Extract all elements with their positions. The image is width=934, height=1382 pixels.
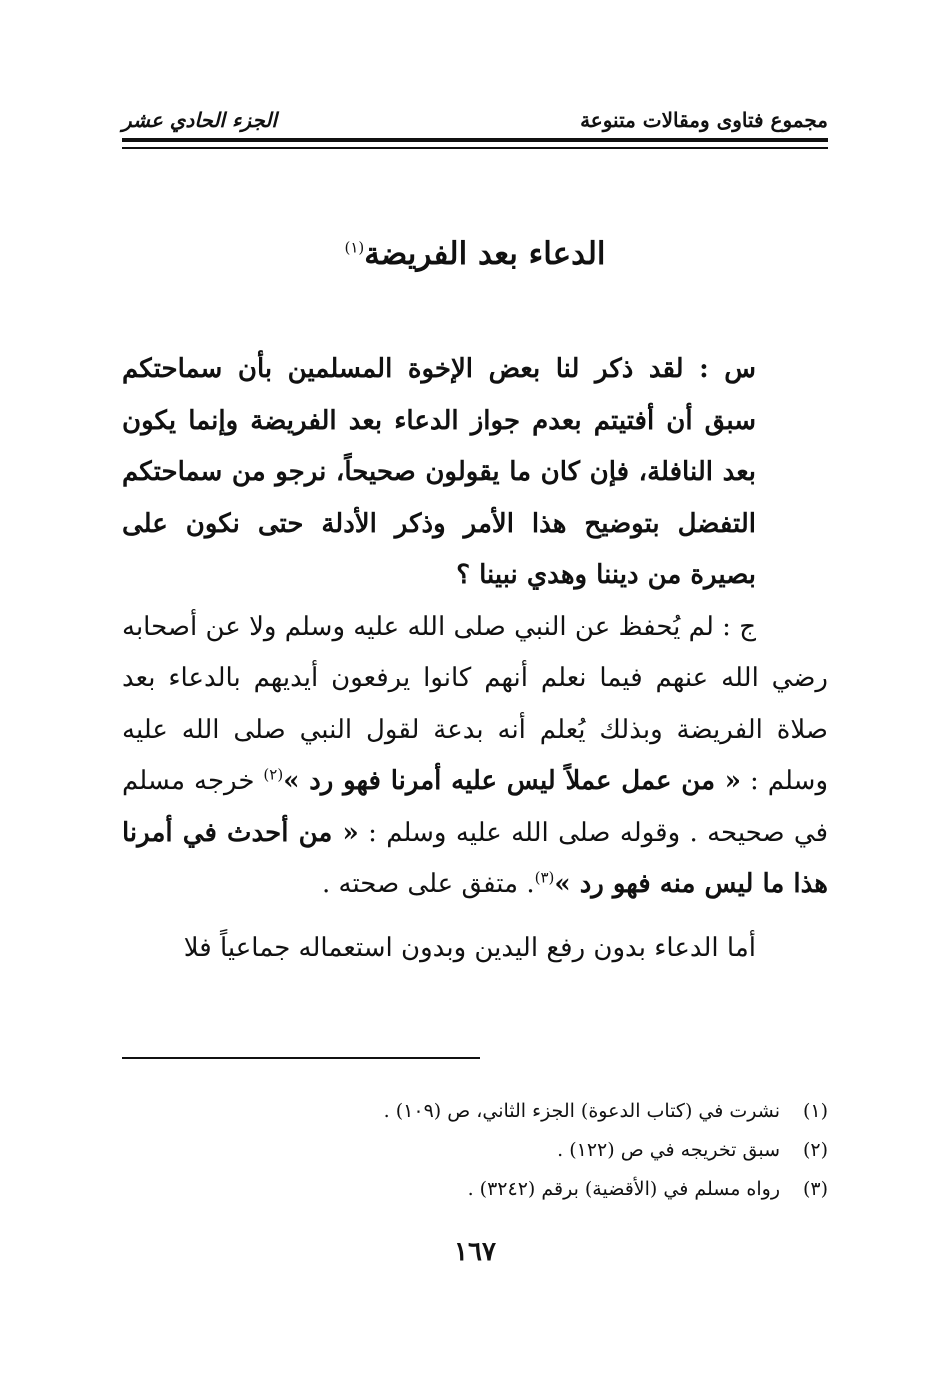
hadith-quote-2: « من أحدث في أمرنا هذا ما ليس منه فهو رد »: [122, 817, 828, 899]
footnote-number: (٢): [802, 1139, 828, 1161]
question-paragraph: س : لقد ذكر لنا بعض الإخوة المسلمين بأن سماحتكم سبق أن أفتيتم بعدم جواز الدعاء بعد الفريضة وإنما يكون بعد النافلة، فإن كان ما يقولون صحيحاً، نرجو من سماحتكم التفضل بتوضيح هذا الأمر وذكر الأدلة حتى نكون على بصيرة من ديننا وهدي نبينا ؟: [122, 354, 756, 590]
book-title: مجموع فتاوى ومقالات متنوعة: [580, 108, 828, 132]
article-body: [122, 344, 828, 974]
answer-ending: . متفق على صحته .: [321, 869, 535, 899]
answer-paragraph: [122, 602, 828, 911]
footnote-text: رواه مسلم في (الأقضية) برقم (٣٢٤٢) .: [467, 1178, 780, 1200]
running-header: [122, 98, 828, 132]
header-rule-thin: [122, 147, 828, 149]
footnote-text: نشرت في (كتاب الدعوة) الجزء الثاني، ص (١٠٩) .: [383, 1100, 780, 1122]
book-page: [122, 0, 828, 1382]
footnote-item: [122, 1131, 828, 1170]
footnote-ref-2: (٢): [263, 765, 284, 784]
continuation-paragraph: أما الدعاء بدون رفع اليدين وبدون استعماله جماعياً فلا: [183, 932, 756, 963]
footnote-separator: [122, 1057, 480, 1059]
header-rule-thick: [122, 138, 828, 142]
footnote-text: سبق تخريجه في ص (١٢٢) .: [557, 1139, 780, 1161]
answer-middle: خرجه مسلم في صحيحه . وقوله صلى الله عليه وسلم :: [122, 766, 828, 848]
answer-intro: ج : لم يُحفظ عن النبي صلى الله عليه وسلم ولا عن أصحابه رضي الله عنهم فيما نعلم أنهم كانوا يرفعون أيديهم بالدعاء بعد صلاة الفريضة وبذلك يُعلم أنه بدعة لقول النبي صلى الله عليه وسلم :: [122, 611, 829, 796]
footnote-number: (٣): [802, 1178, 828, 1200]
footnotes-list: [122, 1092, 828, 1209]
article-title-text: الدعاء بعد الفريضة: [364, 236, 606, 272]
title-footnote-ref: (١): [344, 238, 365, 257]
footnote-item: [122, 1092, 828, 1131]
page-number: ١٦٧: [454, 1237, 496, 1267]
footnote-number: (١): [802, 1100, 828, 1122]
footnote-ref-3: (٣): [534, 868, 555, 887]
article-title: [122, 236, 828, 272]
footnote-item: [122, 1170, 828, 1209]
hadith-quote-1: « من عمل عملاً ليس عليه أمرنا فهو رد »: [283, 766, 742, 796]
part-label: الجزء الحادي عشر: [122, 108, 277, 132]
